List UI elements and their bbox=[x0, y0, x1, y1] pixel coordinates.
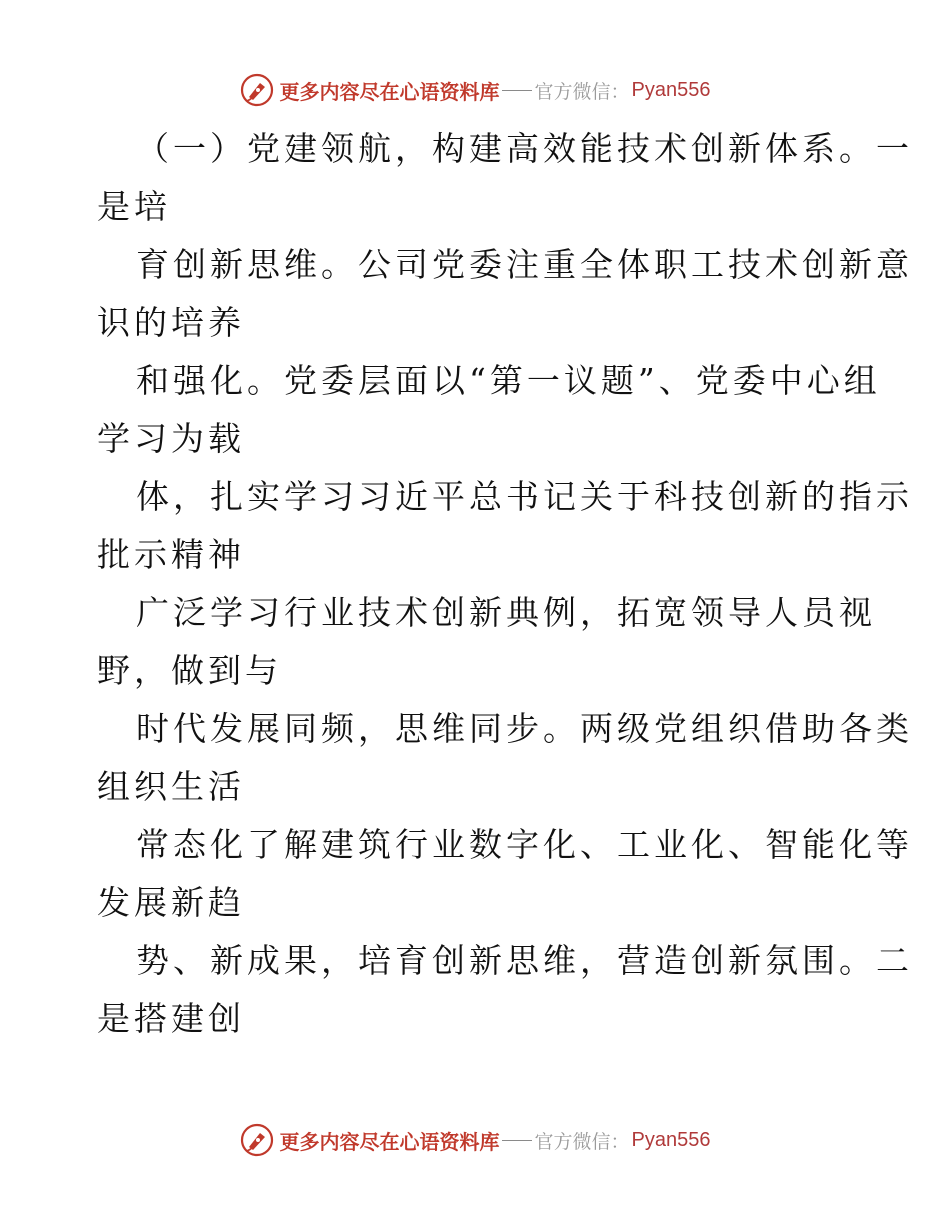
watermark-wechat-id: Pyan556 bbox=[631, 1128, 711, 1151]
watermark-site-text: 更多内容尽在心语资料库 bbox=[279, 1129, 500, 1154]
watermark-dash bbox=[502, 1140, 532, 1141]
body-line: 组织生活 bbox=[97, 767, 245, 806]
body-line: 学习为载 bbox=[97, 419, 245, 458]
watermark-dash bbox=[502, 90, 532, 91]
body-line: 发展新趋 bbox=[97, 883, 245, 922]
body-line: 识的培养 bbox=[97, 303, 245, 342]
body-line: 势、新成果，培育创新思维，营造创新氛围。二 bbox=[136, 941, 913, 980]
footer-watermark bbox=[0, 1120, 950, 1160]
body-line: 野，做到与 bbox=[97, 651, 282, 690]
watermark-wechat-id: Pyan556 bbox=[631, 78, 711, 101]
watermark-wechat-label: 官方微信： bbox=[534, 1130, 630, 1153]
body-line: 是搭建创 bbox=[97, 999, 245, 1038]
body-line: 广泛学习行业技术创新典例，拓宽领导人员视 bbox=[136, 593, 876, 632]
body-line: 批示精神 bbox=[97, 535, 245, 574]
header-watermark bbox=[0, 70, 950, 110]
body-line: 是培 bbox=[97, 187, 171, 226]
watermark-wechat-label: 官方微信： bbox=[534, 80, 630, 103]
pen-nib-logo-icon bbox=[240, 73, 274, 107]
body-line: 时代发展同频，思维同步。两级党组织借助各类 bbox=[136, 709, 913, 748]
body-line: 体，扎实学习习近平总书记关于科技创新的指示 bbox=[136, 477, 913, 516]
body-line: （一）党建领航，构建高效能技术创新体系。一 bbox=[136, 129, 913, 168]
watermark-site-text: 更多内容尽在心语资料库 bbox=[279, 79, 500, 104]
body-line: 和强化。党委层面以“第一议题”、党委中心组 bbox=[136, 361, 881, 400]
body-line: 育创新思维。公司党委注重全体职工技术创新意 bbox=[136, 245, 913, 284]
body-line: 常态化了解建筑行业数字化、工业化、智能化等 bbox=[136, 825, 913, 864]
pen-nib-logo-icon bbox=[240, 1123, 274, 1157]
